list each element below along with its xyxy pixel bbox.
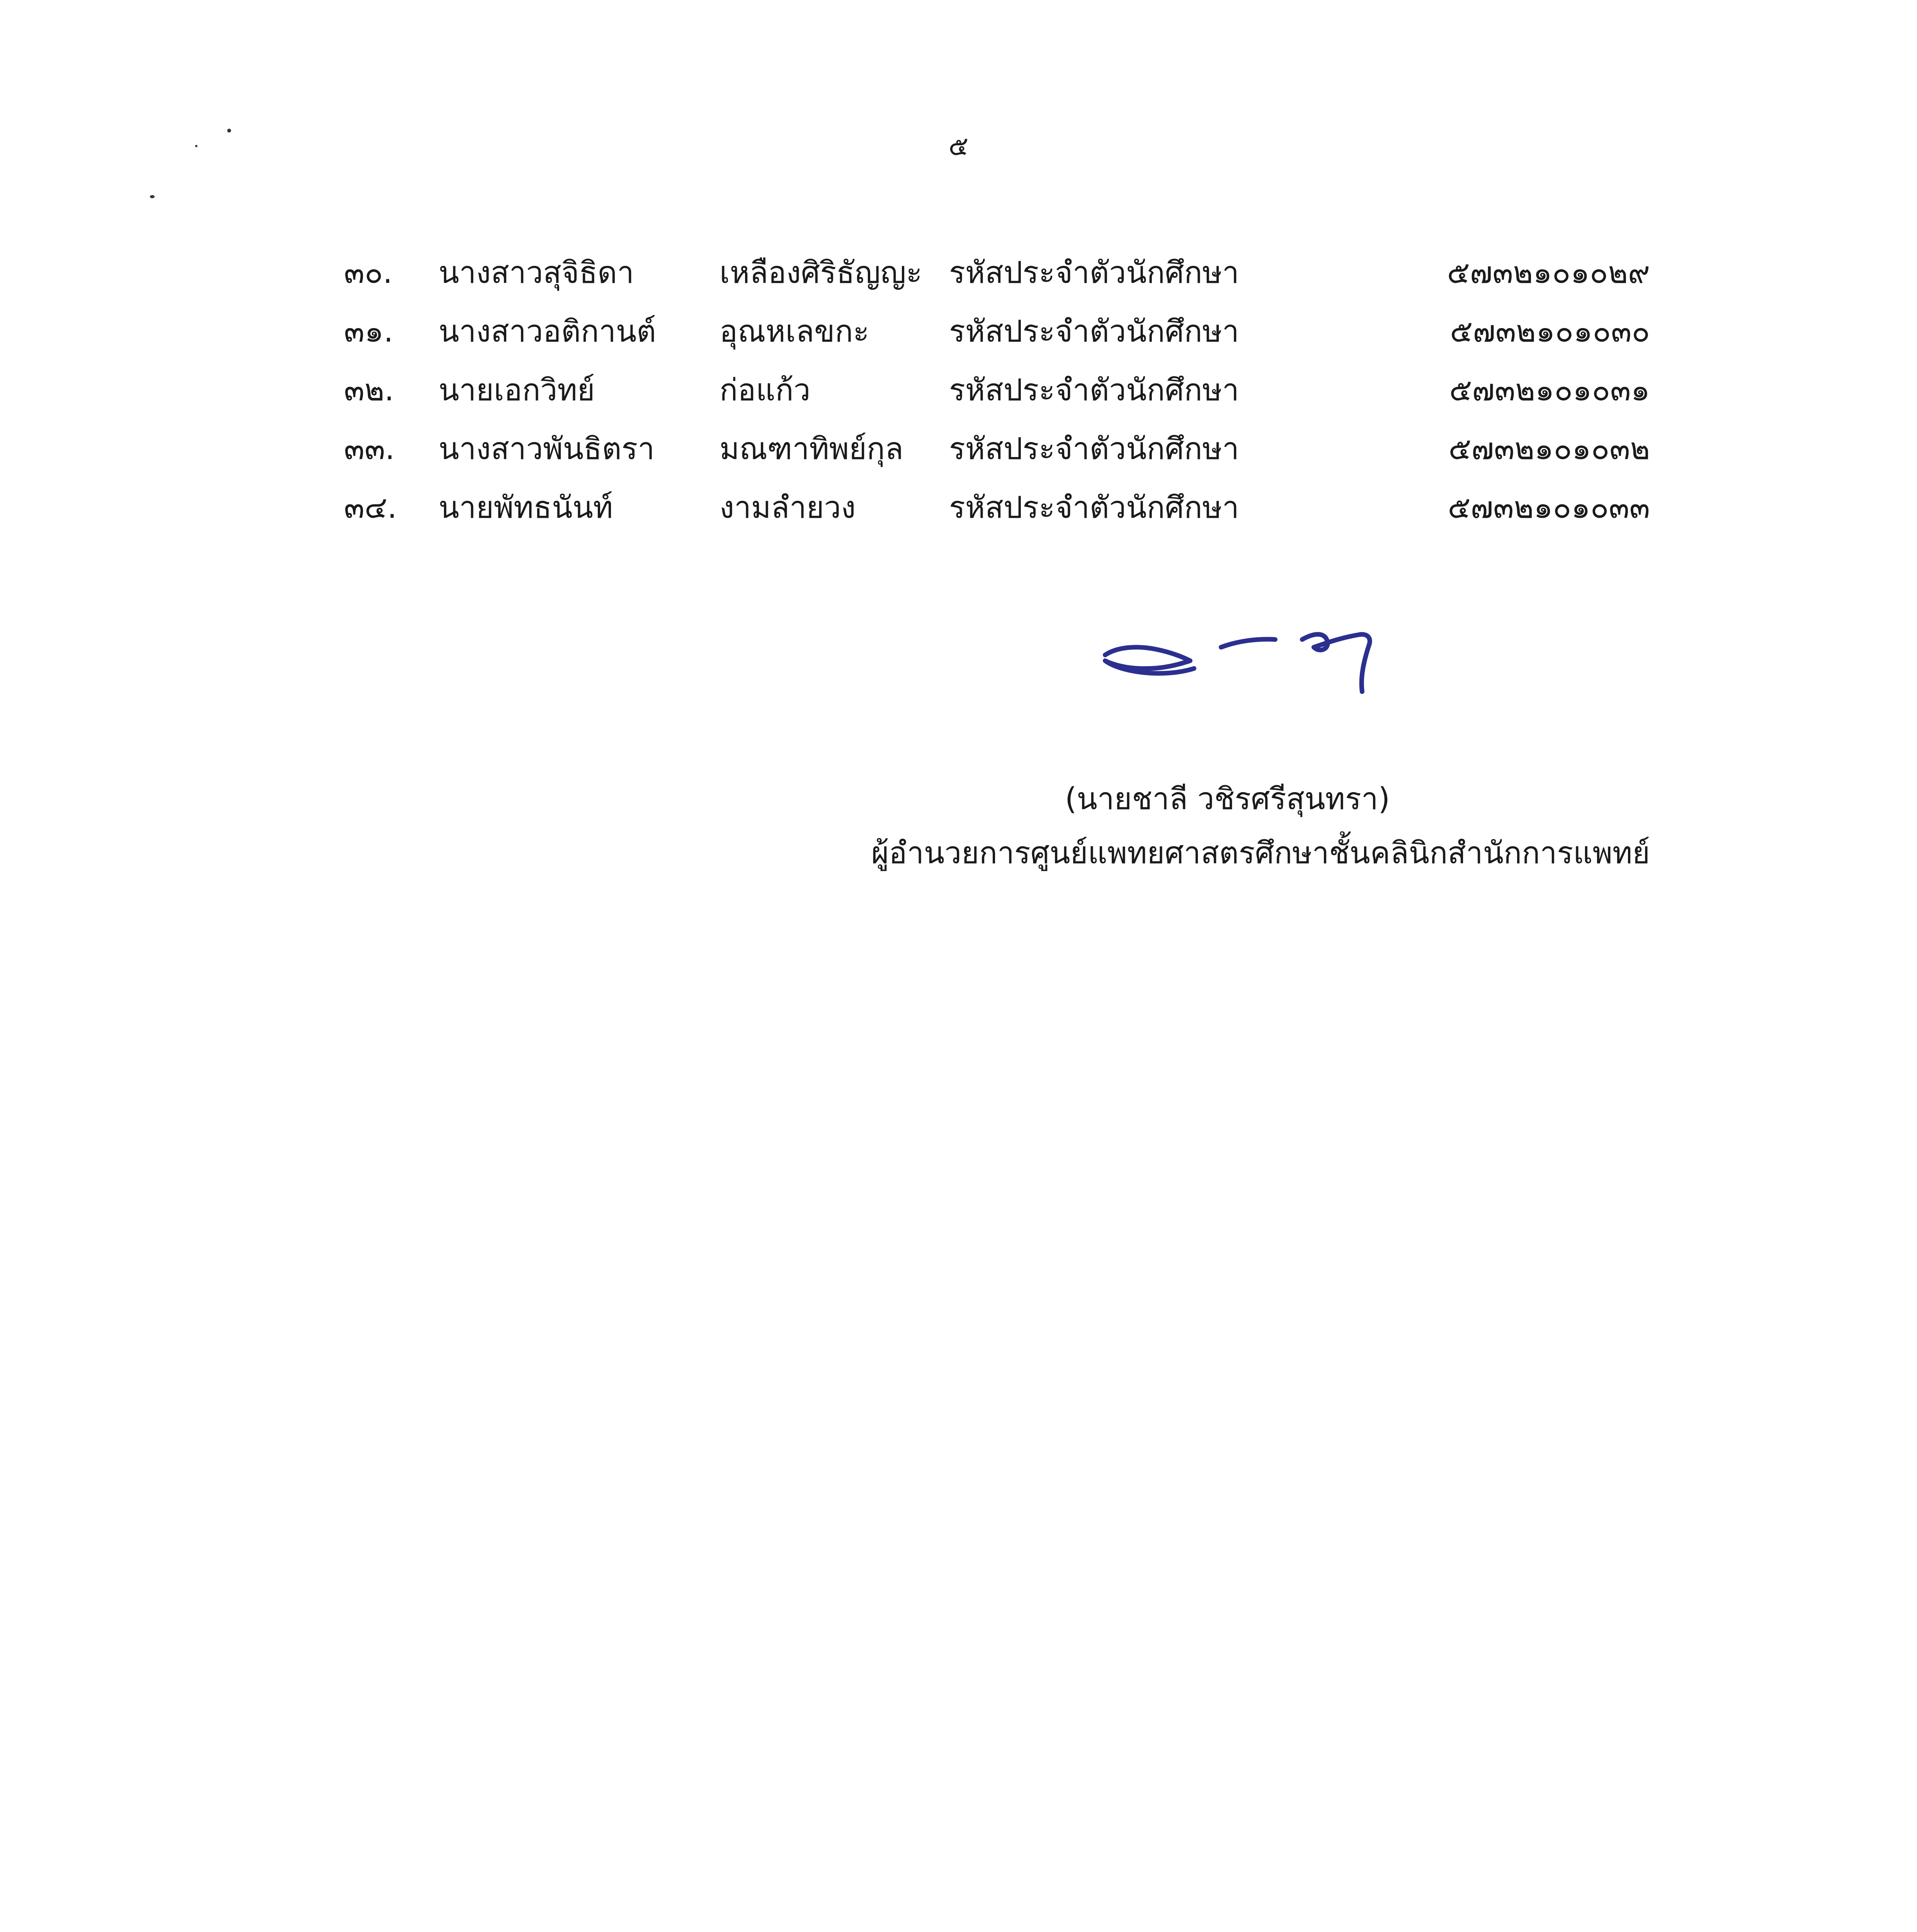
student-surname: ก่อแก้ว	[720, 373, 811, 408]
student-id-label: รหัสประจำตัวนักศึกษา	[949, 490, 1239, 525]
student-id-label: รหัสประจำตัวนักศึกษา	[949, 373, 1239, 408]
scan-speck	[227, 129, 231, 133]
roster-number: ๓๑.	[344, 314, 393, 349]
student-name: นางสาวสุจิธิดา	[439, 255, 634, 290]
roster-number: ๓๐.	[344, 255, 393, 290]
page-number: ๕	[948, 131, 969, 162]
signature-image	[1094, 611, 1426, 703]
student-surname: อุณหเลขกะ	[720, 314, 869, 349]
roster-row	[344, 243, 1650, 302]
student-id-label: รหัสประจำตัวนักศึกษา	[949, 432, 1239, 466]
student-id: ๕๗๓๒๑๐๑๐๓๓	[1448, 490, 1650, 525]
student-surname: มณฑาทิพย์กุล	[720, 432, 903, 466]
student-id: ๕๗๓๒๑๐๑๐๓๑	[1449, 373, 1650, 408]
roster-number: ๓๓.	[344, 432, 395, 466]
roster-row	[344, 361, 1650, 420]
signatory-name: (นายชาลี วชิรศรีสุนทรา)	[1065, 782, 1390, 816]
student-id-label: รหัสประจำตัวนักศึกษา	[949, 314, 1239, 349]
student-id: ๕๗๓๒๑๐๑๐๓๐	[1450, 314, 1650, 349]
student-name: นางสาวพันธิตรา	[439, 432, 655, 466]
student-name: นายพัทธนันท์	[439, 490, 613, 525]
roster-number: ๓๒.	[344, 373, 394, 408]
student-surname: งามลำยวง	[720, 490, 856, 525]
student-name: นายเอกวิทย์	[439, 373, 595, 408]
student-id: ๕๗๓๒๑๐๑๐๒๙	[1447, 255, 1650, 290]
student-surname: เหลืองศิริธัญญะ	[720, 255, 922, 290]
student-id-label: รหัสประจำตัวนักศึกษา	[949, 255, 1239, 290]
student-id: ๕๗๓๒๑๐๑๐๓๒	[1448, 432, 1650, 466]
roster-row	[344, 478, 1650, 537]
signatory-title: ผู้อำนวยการศูนย์แพทยศาสตรศึกษาชั้นคลินิกสำนักการแพทย์	[871, 836, 1650, 871]
student-roster	[344, 243, 1650, 537]
student-name: นางสาวอติกานต์	[439, 314, 656, 349]
roster-row	[344, 420, 1650, 478]
roster-number: ๓๔.	[344, 490, 397, 525]
scan-speck	[150, 195, 155, 198]
roster-row	[344, 302, 1650, 361]
